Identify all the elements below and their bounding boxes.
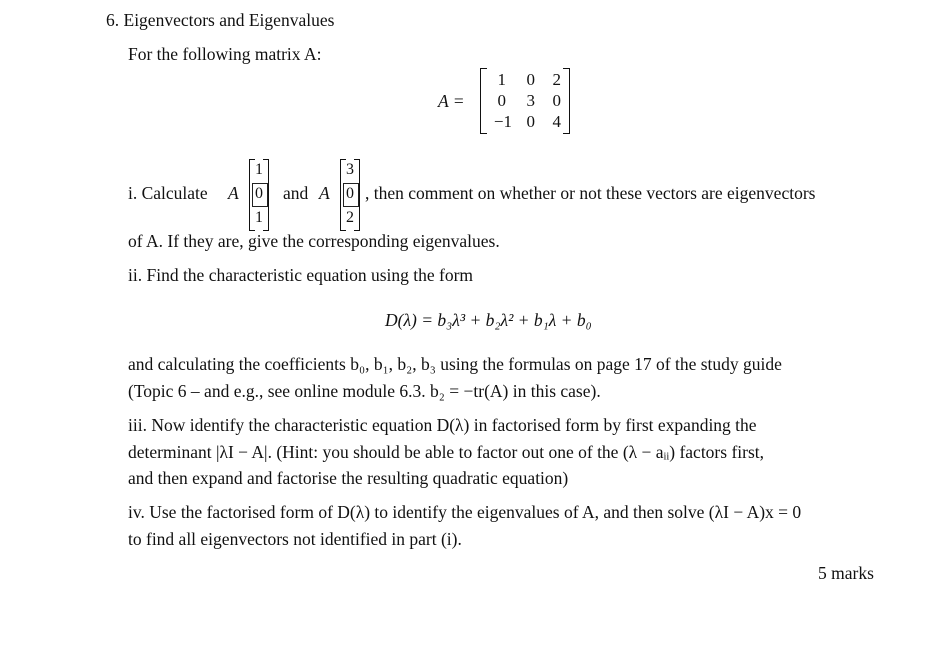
part-i-and: and [283, 183, 309, 203]
matrix-cell: 4 [552, 112, 561, 131]
part-iv-line1: iv. Use the factorised form of D(λ) to identify the eigenvalues of A, and then solve (λI − A)x = 0 [128, 502, 802, 522]
vector-entry: 0 [346, 185, 354, 202]
part-i-suffix: , then comment on whether or not these vectors are eigenvectors [365, 183, 816, 203]
part-iii-line3: and then expand and factorise the resulting quadratic equation) [128, 468, 569, 488]
vector-2 [340, 159, 360, 229]
part-iii-line1: iii. Now identify the characteristic equation D(λ) in factorised form by first expanding the [128, 415, 757, 435]
matrix-cell: 0 [552, 91, 561, 110]
matrix-cell: 1 [497, 70, 506, 89]
matrix-cell: 0 [497, 91, 506, 110]
marks-label: 5 marks [818, 563, 874, 583]
question-heading: 6. Eigenvectors and Eigenvalues [106, 10, 335, 30]
vector-entry: 1 [255, 209, 263, 226]
matrix-cell: 0 [526, 70, 535, 89]
vector-entry: 3 [346, 161, 354, 178]
matrix-cell: 0 [526, 112, 535, 131]
part-ii-line3: (Topic 6 – and e.g., see online module 6.3. b₂ = −tr(A) in this case). [128, 381, 601, 401]
vector-entry: 1 [255, 161, 263, 178]
matrix-right-bracket [563, 68, 570, 134]
part-i-prefix: i. Calculate [128, 183, 208, 203]
part-ii-line2: and calculating the coefficients b₀, b₁, b₂, b₃ using the formulas on page 17 of the study guide [128, 354, 782, 374]
intro-text: For the following matrix A: [128, 44, 322, 64]
part-i-line2: of A. If they are, give the corresponding eigenvalues. [128, 231, 500, 251]
matrix-A [480, 68, 570, 132]
part-i-matrix-symbol-2: A [319, 183, 330, 203]
matrix-cell: 3 [526, 91, 535, 110]
matrix-cell: 2 [552, 70, 561, 89]
matrix-label: A = [438, 91, 465, 111]
vector-entry: 0 [255, 185, 263, 202]
part-iii-line2: determinant |λI − A|. (Hint: you should be able to factor out one of the (λ − aᵢᵢ) factors first, [128, 442, 765, 462]
matrix-cell: −1 [493, 112, 512, 131]
vector-entry: 2 [346, 209, 354, 226]
part-iv-line2: to find all eigenvectors not identified in part (i). [128, 529, 462, 549]
vector-1 [249, 159, 269, 229]
part-ii-line1: ii. Find the characteristic equation using the form [128, 265, 474, 285]
characteristic-formula: D(λ) = b₃λ³ + b₂λ² + b₁λ + b₀ [385, 310, 592, 330]
part-i-matrix-symbol: A [228, 183, 239, 203]
